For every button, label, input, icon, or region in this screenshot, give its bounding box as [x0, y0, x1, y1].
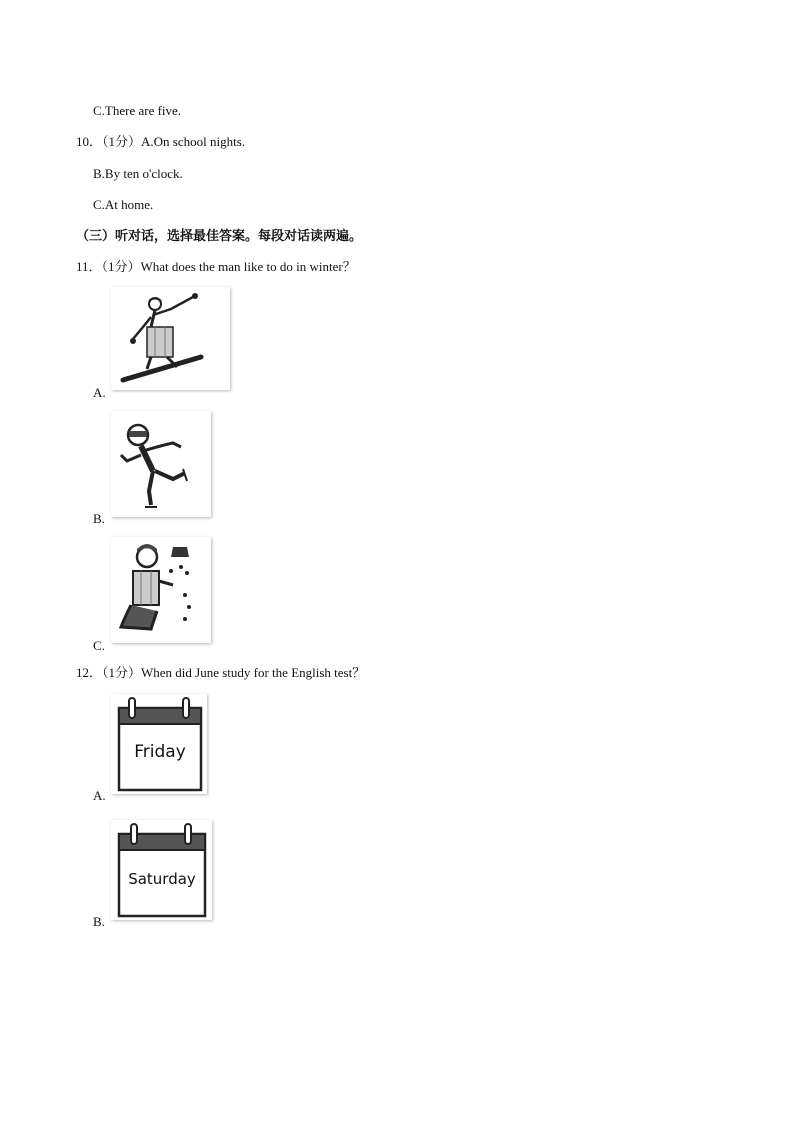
- q10-option-b: B.By ten o'clock.: [93, 166, 183, 181]
- q11-option-a-label: A.: [93, 385, 106, 400]
- calendar-icon-friday: [111, 694, 207, 794]
- q11-option-c-label: C.: [93, 638, 105, 653]
- q10-option-c: C.At home.: [93, 197, 154, 212]
- calendar-day-saturday: Saturday: [128, 870, 196, 888]
- q12-stem: 12．（1分）When did June study for the English test？: [76, 665, 366, 680]
- q10-stem: 10．（1分）A.On school nights.: [76, 134, 246, 149]
- calendar-icon-saturday: [111, 820, 212, 920]
- calendar-day-friday: Friday: [134, 742, 186, 762]
- section-heading: （三）听对话，选择最佳答案。每段对话读两遍。: [76, 228, 363, 243]
- q9-option-c: C.There are five.: [93, 103, 182, 118]
- q11-option-b-label: B.: [93, 511, 105, 526]
- snowboarding-person-icon: [111, 287, 230, 390]
- q12-option-a-label: A.: [93, 788, 106, 803]
- q11-stem: 11．（1分）What does the man like to do in winter？: [76, 259, 356, 274]
- q12-option-b-label: B.: [93, 914, 105, 929]
- skating-person-icon: [111, 411, 211, 517]
- snowman-building-icon: [111, 537, 211, 643]
